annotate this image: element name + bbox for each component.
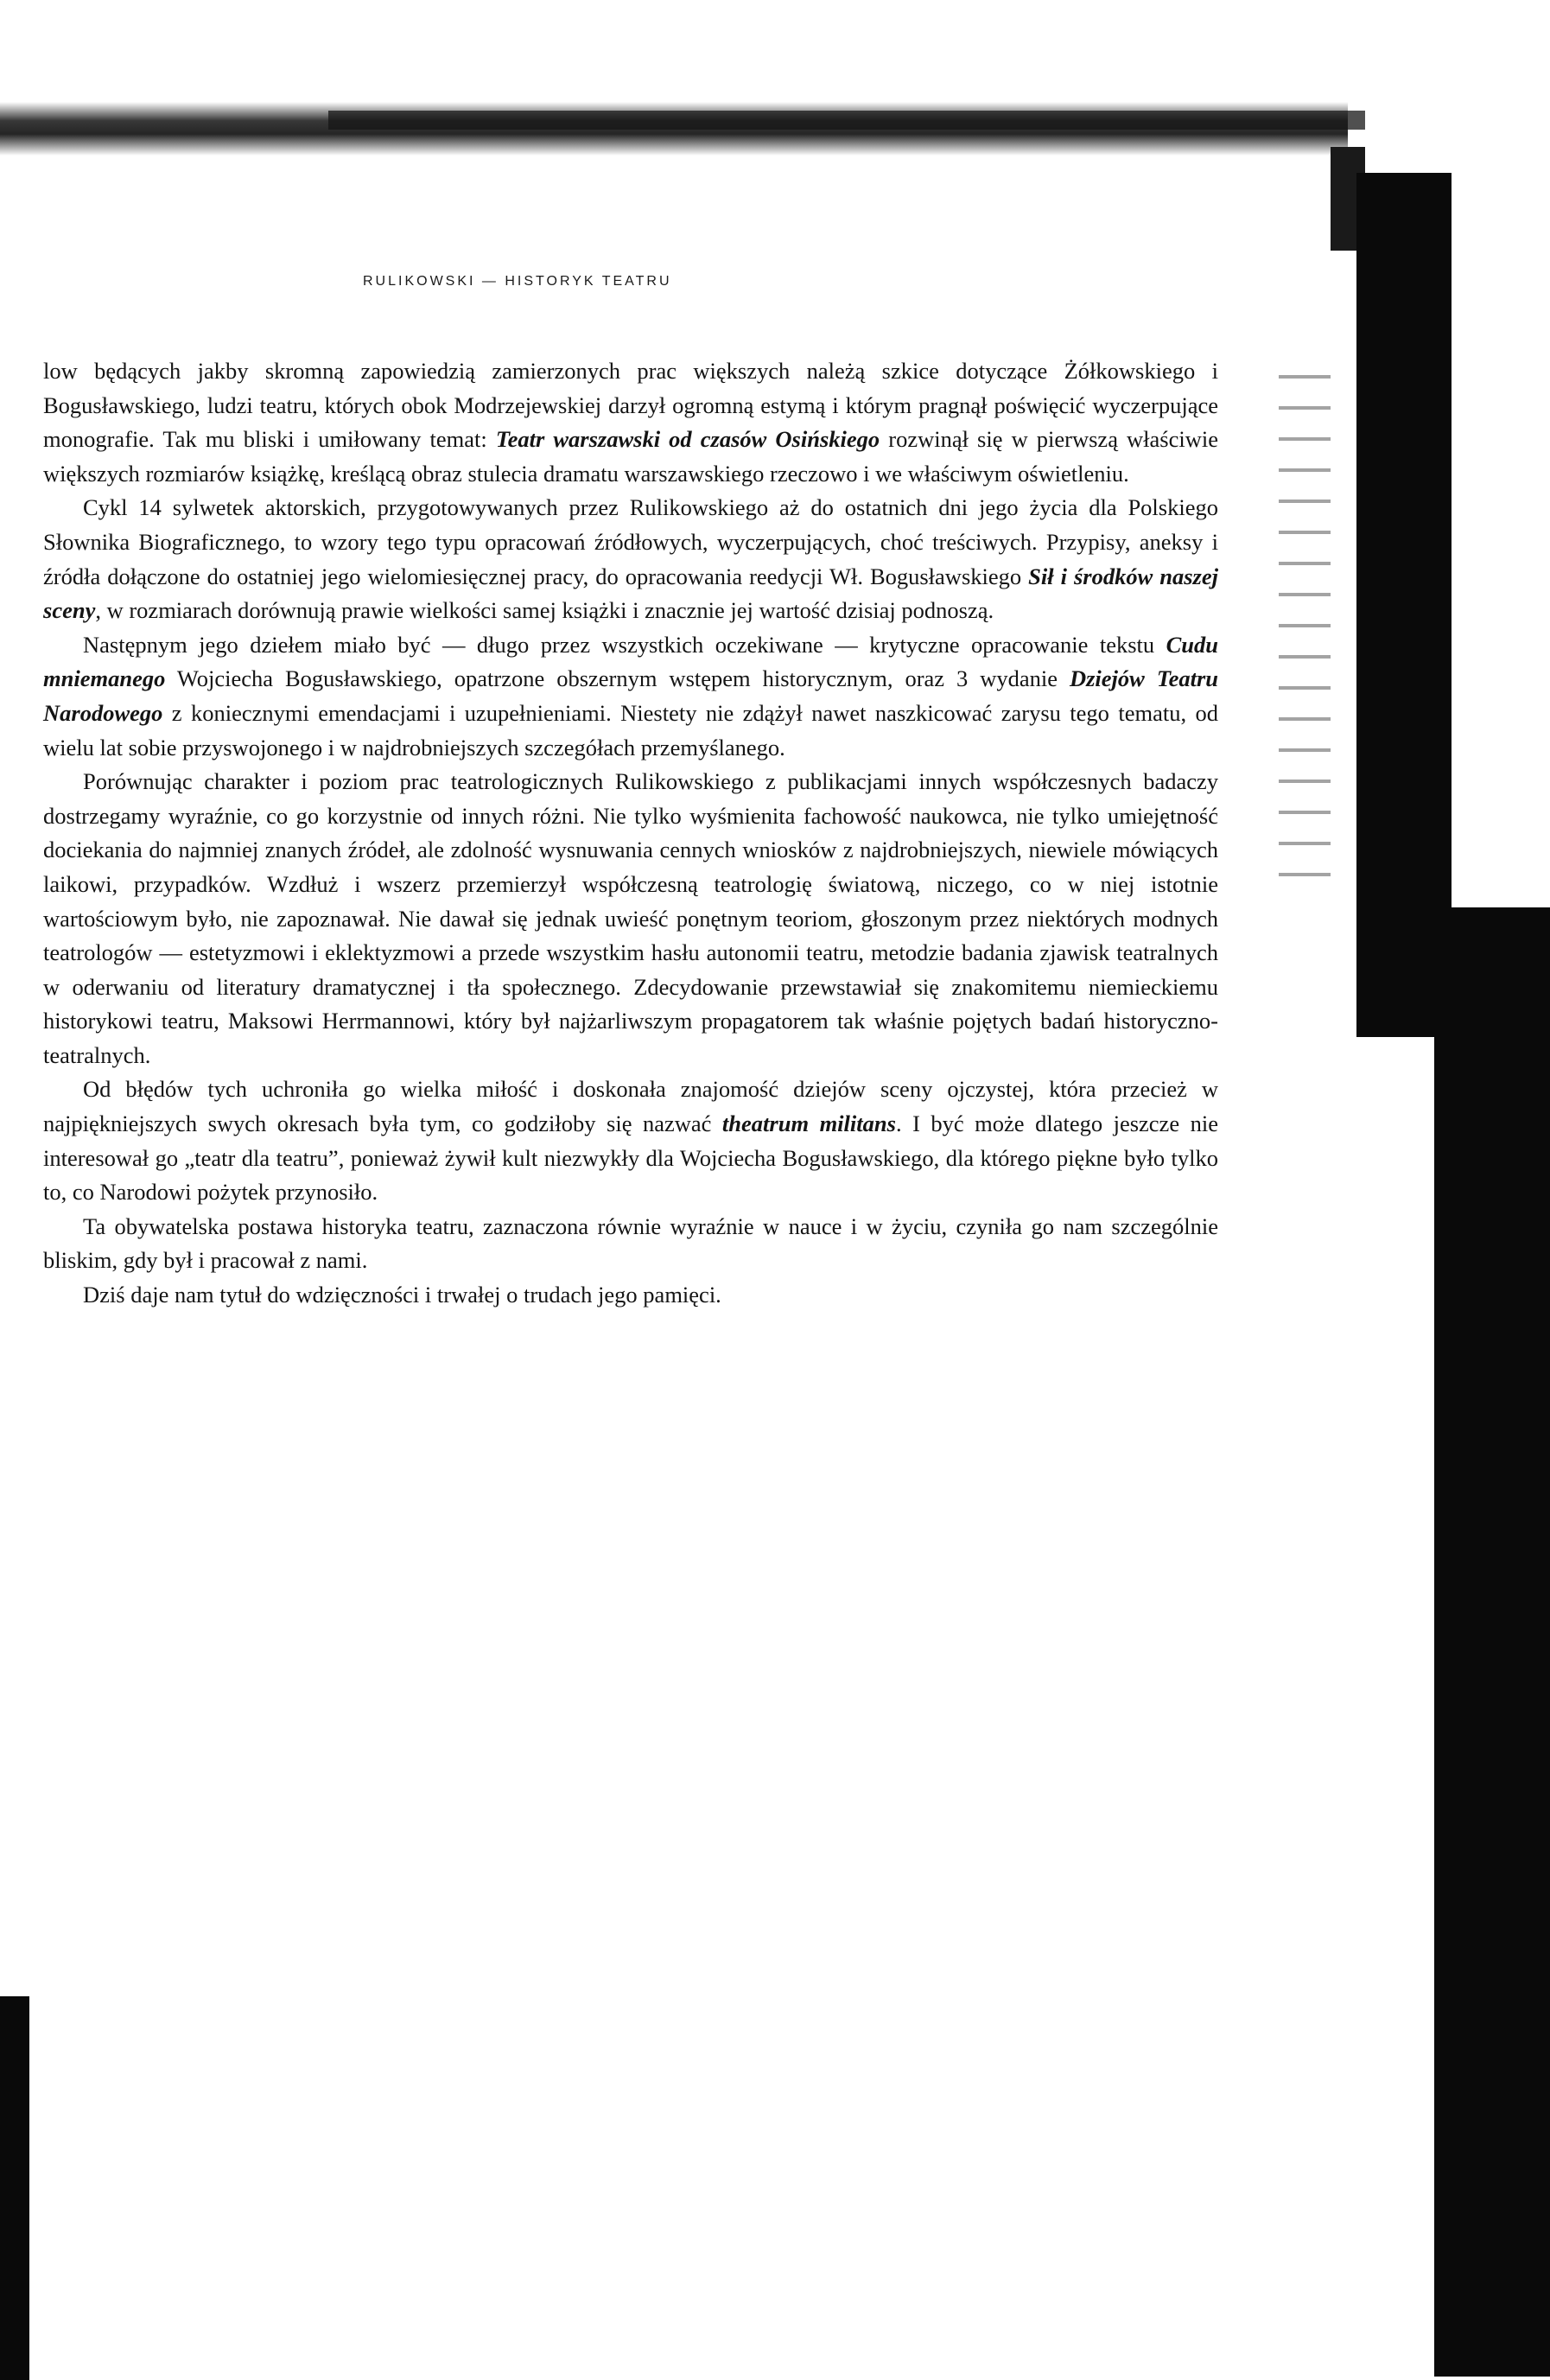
text-run: low będących jakby skromną zapowiedzią zamierzonych prac większych należą szkice dotyczące Żółkowskiego i Bogusławskiego, ludzi teatru, których obok Modrzejewskiej darzył ogromną estymą i którym pragnął poświęcić wyczerpujące monografie. Tak mu bliski i umiłowany temat: (43, 358, 1218, 453)
running-header: RULIKOWSKI — HISTORYK TEATRU (363, 274, 672, 289)
paragraph (43, 765, 1218, 1072)
italic-title: Sił i środków naszej sceny (43, 563, 1218, 624)
paragraph (43, 1210, 1218, 1278)
text-run: Dziś daje nam tytuł do wdzięczności i trwałej o trudach jego pamięci. (83, 1282, 721, 1308)
text-run: Ta obywatelska postawa historyka teatru, zaznaczona równie wyraźnie w nauce i w życiu, czyniła go nam szczególnie bliskim, gdy był i pracował z nami. (43, 1212, 1218, 1274)
text-run: Od błędów tych uchroniła go wielka miłość i doskonała znajomość dziejów sceny ojczystej, która przecież w najpiękniejszych swych okresach była tym, co godziłoby się nazwać (43, 1076, 1218, 1137)
body-text (43, 354, 1218, 1313)
italic-title: theatrum militans (721, 1110, 896, 1137)
scan-border-right (1331, 130, 1550, 2380)
margin-specks (1279, 363, 1331, 899)
text-run: , w rozmiarach dorównują prawie wielkości samej książki i znacznie jej wartość dzisiaj podnoszą. (95, 597, 994, 624)
scan-border-left-bottom (0, 1996, 29, 2380)
italic-title: od czasów Osińskiego (660, 426, 880, 453)
text-run: . I być może dlatego jeszcze nie interesował go „teatr dla teatru”, ponieważ żywił kult niezwykły dla Wojciecha Bogusławskiego, dla którego piękne było tylko to, co Narodowi pożytek przynosiło. (43, 1110, 1218, 1206)
paragraph (43, 1278, 1218, 1313)
scan-border-top-inner (328, 111, 1365, 130)
paragraph (43, 1072, 1218, 1209)
text-run: Wojciecha Bogusławskiego, opatrzone obszernym wstępem historycznym, oraz 3 wydanie (165, 665, 1070, 692)
text-run: z koniecznymi emendacjami i uzupełnieniami. Niestety nie zdążył nawet naszkicować zarysu tego tematu, od wielu lat sobie przyswojonego i w najdrobniejszych szczegółach przemyślanego. (43, 699, 1218, 760)
italic-title: Cudu mniemanego (43, 631, 1218, 692)
text-run: Porównując charakter i poziom prac teatrologicznych Rulikowskiego z publikacjami innych współczesnych badaczy dostrzegamy wyraźnie, co go korzystnie od innych różni. Nie tylko wyśmienita fachowość naukowca, nie tylko umiejętność dociekania do najmniej znanych źródeł, ale zdolność wysnuwania cennych wniosków z najdrobniejszych, niewiele mówiących laikowi, przypadków. Wzdłuż i wszerz przemierzył współczesną teatrologię światową, niczego, co w niej istotnie wartościowym było, nie zapoznawał. Nie dawał się jednak uwieść ponętnym teoriom, głoszonym przez niektórych modnych teatrologów — estetyzmowi i eklektyzmowi a przede wszystkim hasłu autonomii teatru, metodzie badania zjawisk teatralnych w oderwaniu od literatury dramatycznej i tła społecznego. Zdecydowanie przewstawiał się znakomitemu niemieckiemu historykowi teatru, Maksowi Herrmannowi, który był najżarliwszym propagatorem tak właśnie pojętych badań historyczno-teatralnych. (43, 768, 1218, 1068)
text-run: Cykl 14 sylwetek aktorskich, przygotowywanych przez Rulikowskiego aż do ostatnich dni jego życia dla Polskiego Słownika Biograficznego, to wzory tego typu opracowań źródłowych, wyczerpujących, choć treściwych. Przypisy, aneksy i źródła dołączone do ostatniej jego wielomiesięcznej pracy, do opracowania reedycji Wł. Bogusławskiego (43, 494, 1218, 589)
paragraph (43, 491, 1218, 627)
italic-title: Teatr warszawski (495, 426, 661, 453)
text-run: Następnym jego dziełem miało być — długo przez wszystkich oczekiwane — krytyczne opracowanie tekstu (83, 631, 1166, 658)
text-run: rozwinął się w pierwszą właściwie większych rozmiarów książkę, kreślącą obraz stulecia dramatu warszawskiego rzeczowo i we właściwym oświetleniu. (43, 426, 1219, 487)
italic-title: Dziejów Teatru Narodowego (43, 665, 1218, 726)
paragraph (43, 628, 1218, 765)
scan-shadow-lower (1434, 907, 1550, 2377)
paragraph (43, 354, 1218, 491)
